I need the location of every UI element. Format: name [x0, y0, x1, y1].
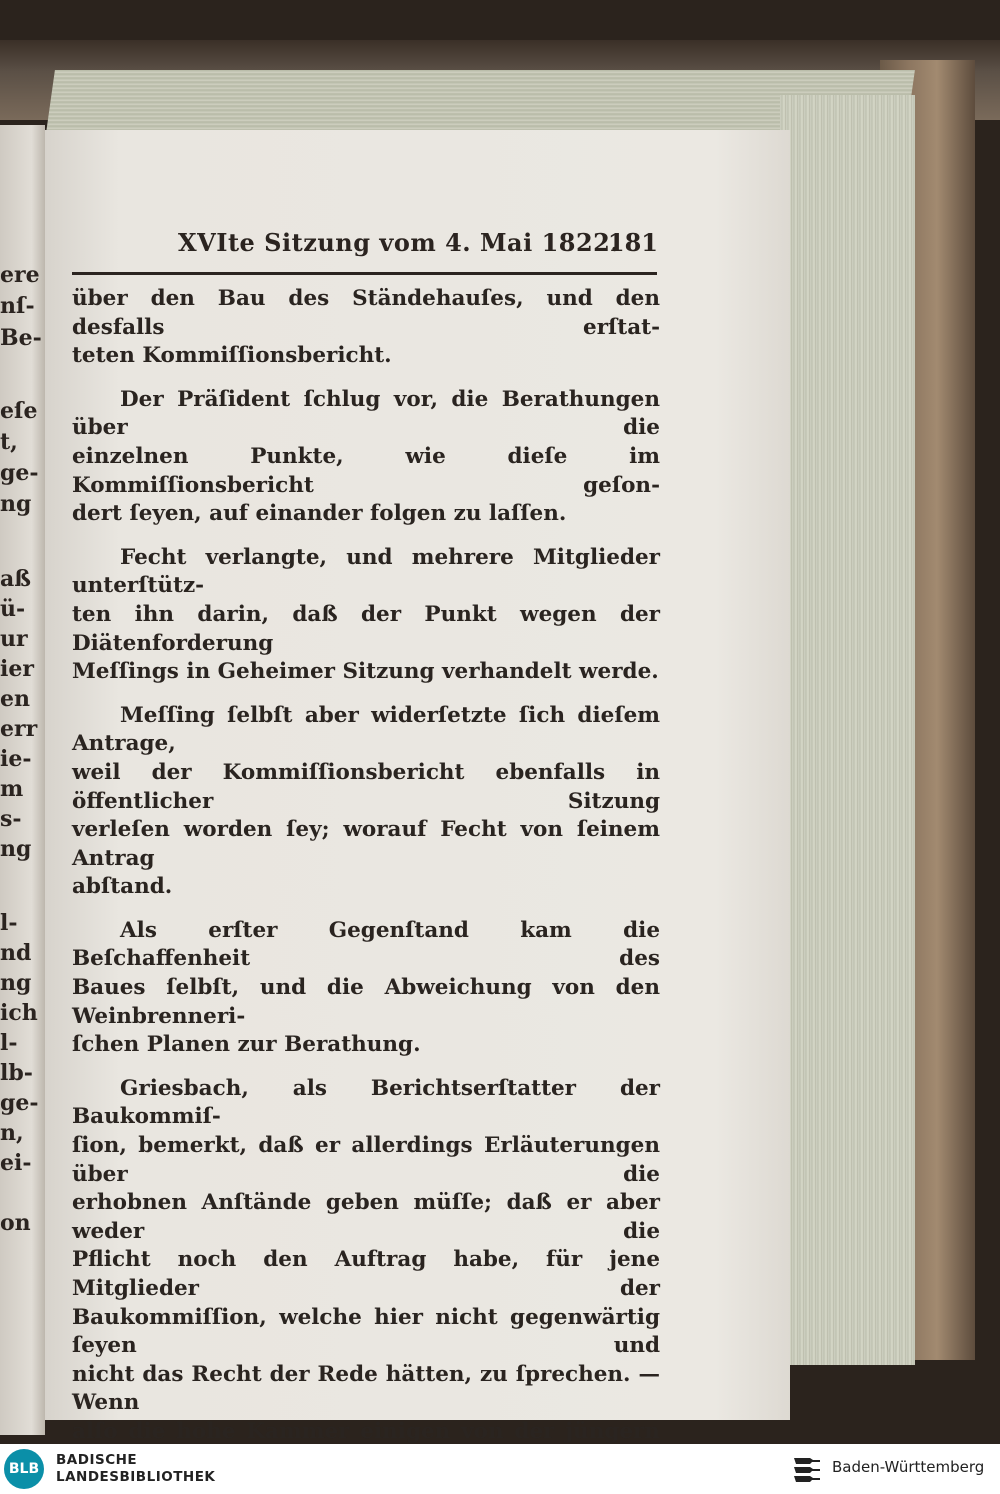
- left-page-fragment: aß: [0, 566, 31, 592]
- paragraph: [72, 1075, 660, 1444]
- text-line: Griesbach, als Berichtserſtatter der Baukommiſ-: [72, 1075, 660, 1130]
- left-page-fragment: t,: [0, 429, 18, 455]
- text-line: alſo die hohe Kammer einigen von der jüngern: [72, 1418, 660, 1444]
- left-page-fragment: s-: [0, 806, 22, 832]
- text-line: Meſſings in Geheimer Sitzung verhandelt werde.: [72, 659, 659, 685]
- text-line: abſtand.: [72, 874, 173, 900]
- left-page-fragment: l-: [0, 1030, 18, 1056]
- header-rule: [72, 272, 657, 275]
- left-page-fragment: eſe: [0, 398, 38, 424]
- text-line: verleſen worden ſey; worauf Fecht von ſeinem Antrag: [72, 817, 660, 871]
- paragraph: [72, 917, 660, 1060]
- left-page-fragment: ur: [0, 626, 28, 652]
- text-line: erhobnen Anſtände geben müſſe; daß er aber weder die: [72, 1190, 660, 1244]
- page-number: 181: [607, 228, 658, 257]
- text-line: ſion, bemerkt, daß er allerdings Erläuterungen über die: [72, 1133, 660, 1187]
- left-page-fragment: Be-: [0, 325, 42, 351]
- text-line: Fecht verlangte, und mehrere Mitglieder unterſtütz-: [72, 544, 660, 599]
- running-title: XVIte Sitzung vom 4. Mai 1822.: [178, 228, 620, 257]
- text-line: nicht das Recht der Rede hätten, zu ſprechen. — Wenn: [72, 1361, 660, 1416]
- left-page-fragment: ng: [0, 970, 32, 996]
- left-page-fragment: ge-: [0, 460, 39, 486]
- page-body: [72, 285, 660, 1444]
- text-line: Der Präſident ſchlug vor, die Berathungen über die: [72, 386, 660, 441]
- left-page-fragment: ere: [0, 262, 40, 288]
- paragraph: [72, 544, 660, 687]
- left-page-fragment: ier: [0, 656, 34, 682]
- left-page-fragment: ei-: [0, 1150, 32, 1176]
- library-name-line1: BADISCHE: [56, 1452, 138, 1468]
- text-line: ſchen Planen zur Berathung.: [72, 1032, 421, 1058]
- left-page-fragment: nſ-: [0, 293, 35, 319]
- footer-bar: [0, 1444, 1000, 1494]
- text-line: Als erſter Gegenſtand kam die Beſchaffenheit des: [72, 917, 660, 972]
- library-name[interactable]: [56, 1452, 215, 1486]
- text-line: Meſſing ſelbſt aber widerſetzte ſich dieſem Antrage,: [72, 702, 660, 757]
- text-line: dert ſeyen, auf einander folgen zu laſſen.: [72, 501, 567, 527]
- text-line: Pflicht noch den Auftrag habe, für jene Mitglieder der: [72, 1247, 660, 1301]
- left-page-fragment: lb-: [0, 1060, 33, 1086]
- text-line: ten ihn darin, daß der Punkt wegen der Diätenforderung: [72, 601, 660, 656]
- left-page-fragment: l-: [0, 910, 18, 936]
- left-page-fragment: ng: [0, 836, 32, 862]
- paragraph: [72, 386, 660, 529]
- page-block-side-edge: [780, 95, 915, 1365]
- text-line: über den Bau des Ständehauſes, und den desfalls erſtat-: [72, 286, 660, 340]
- left-page-fragment: ge-: [0, 1090, 39, 1116]
- paragraph: [72, 702, 660, 902]
- paragraph: [72, 285, 660, 371]
- left-page-fragment: err: [0, 716, 38, 742]
- left-page-fragment: ng: [0, 491, 32, 517]
- text-line: Baues ſelbſt, und die Abweichung von den Weinbrenneri-: [72, 975, 660, 1029]
- left-page-fragment: en: [0, 686, 30, 712]
- blb-logo[interactable]: BLB: [4, 1449, 44, 1489]
- text-line: einzelnen Punkte, wie dieſe im Kommiſſionsbericht geſon-: [72, 443, 660, 498]
- library-name-line2: LANDESBIBLIOTHEK: [56, 1469, 216, 1485]
- left-page-fragment: ich: [0, 1000, 38, 1026]
- left-page-fragment: n,: [0, 1120, 24, 1146]
- left-page-fragment: m: [0, 776, 24, 802]
- text-line: weil der Kommiſſionsbericht ebenfalls in öffentlicher Sitzung: [72, 759, 660, 814]
- left-page-fragment: ü-: [0, 596, 26, 622]
- text-line: Baukommiſſion, welche hier nicht gegenwärtig ſeyen und: [72, 1304, 660, 1359]
- left-page-fragment: on: [0, 1210, 31, 1236]
- text-line: teten Kommiſſionsbericht.: [72, 343, 392, 369]
- baden-wuerttemberg-lions-icon[interactable]: [790, 1452, 824, 1486]
- left-page-fragment: ie-: [0, 746, 32, 772]
- left-page-fragment: nd: [0, 940, 32, 966]
- state-name[interactable]: Baden-Württemberg: [832, 1458, 985, 1476]
